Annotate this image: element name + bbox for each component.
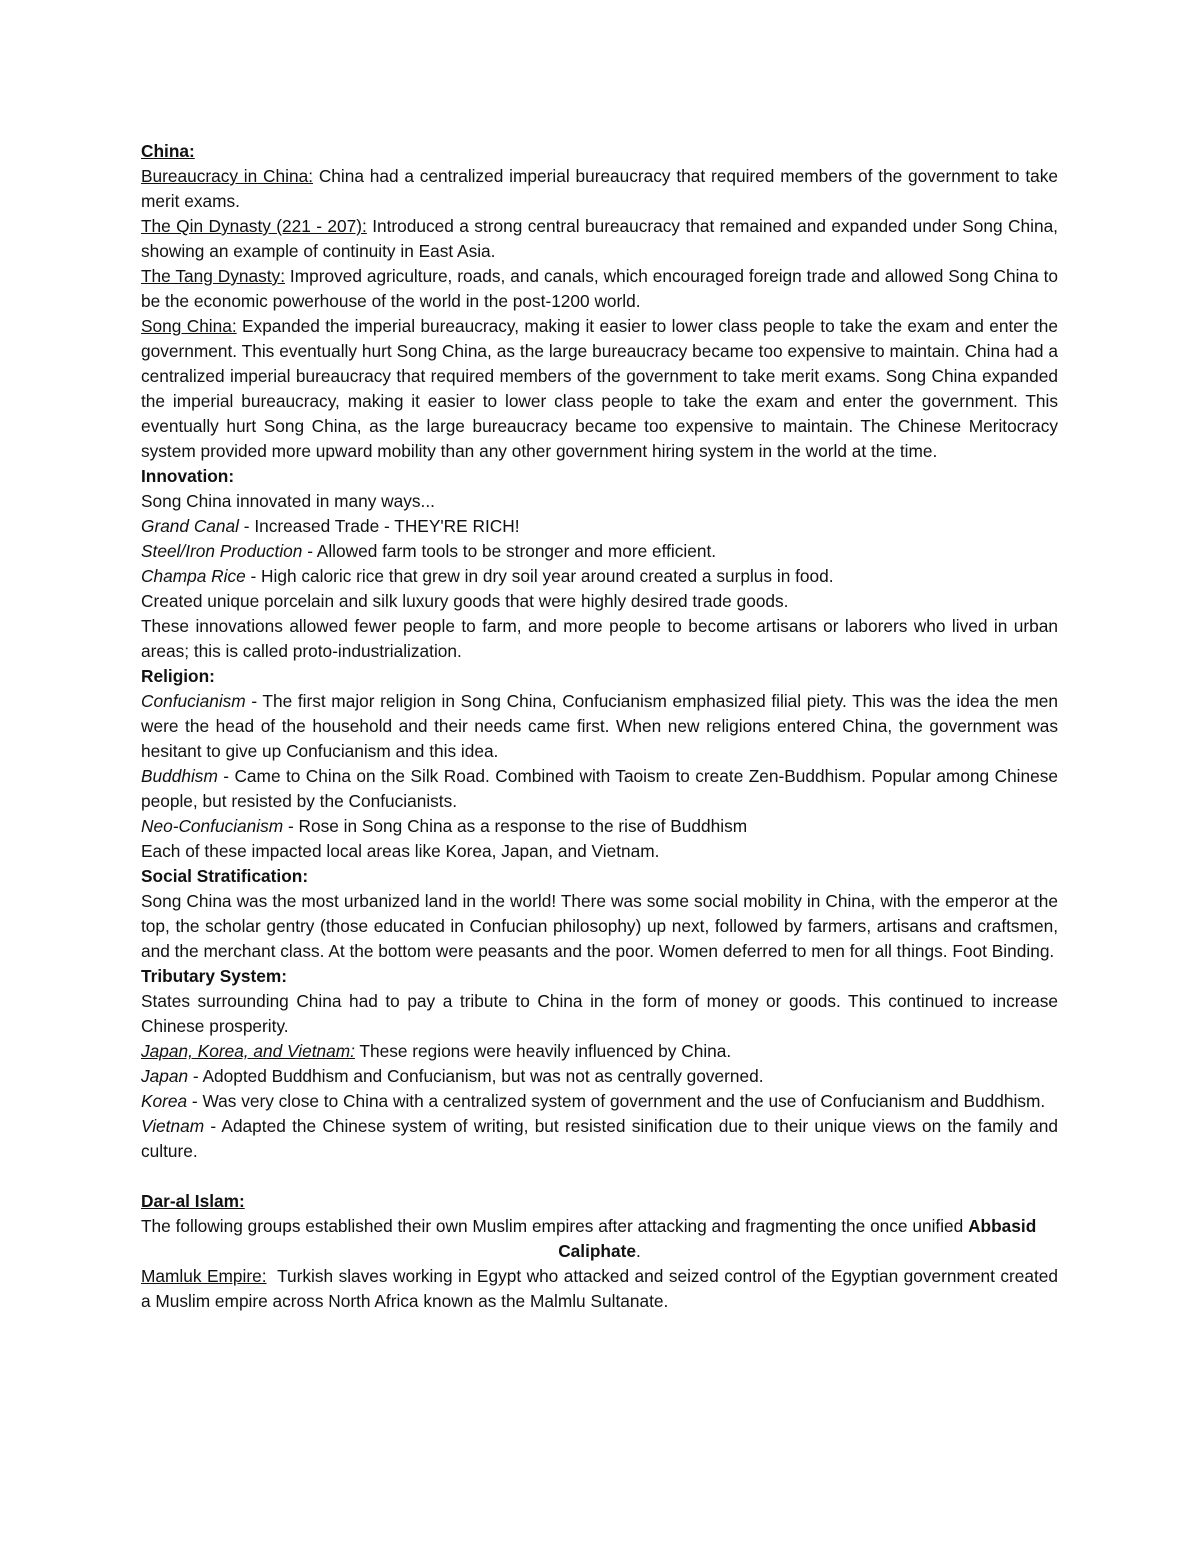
champa-term: Champa Rice (141, 566, 246, 586)
grand-canal-text: - Increased Trade - THEY'RE RICH! (238, 516, 520, 536)
qin-paragraph (141, 214, 1058, 264)
song-text: Expanded the imperial bureaucracy, making it easier to lower class people to take the exam and enter the government. This eventually hurt Song China, as the large bureaucracy became too expensive to maintain. China had a centralized imperial bureaucracy that required members of the government to take merit exams. Song China expanded the imperial bureaucracy, making it easier to lower class people to take the exam and enter the government. This eventually hurt Song China, as the large bureaucracy became too expensive to maintain. The Chinese Meritocracy system provided more upward mobility than any other government hiring system in the world at the time. (141, 316, 1058, 461)
tang-text: Improved agriculture, roads, and canals, which encouraged foreign trade and allowed Song China to be the economic powerhouse of the world in the post-1200 world. (141, 266, 1058, 311)
bureaucracy-label: Bureaucracy in China: (141, 166, 314, 186)
tang-paragraph (141, 264, 1058, 314)
buddhism-paragraph (141, 764, 1058, 814)
religion-heading (141, 664, 1058, 689)
innovation-heading-text: Innovation: (141, 466, 235, 486)
china-heading-text: China: (141, 141, 195, 161)
song-paragraph (141, 314, 1058, 464)
bureaucracy-text: China had a centralized imperial bureaucracy that required members of the government to take merit exams. (141, 166, 1058, 211)
social-heading-text: Social Stratification: (141, 866, 309, 886)
tributary-paragraph: States surrounding China had to pay a tribute to China in the form of money or goods. This continued to increase Chinese prosperity. (141, 991, 1058, 1036)
abbasid-term: Abbasid (968, 1216, 1037, 1236)
tang-label: The Tang Dynasty: (141, 266, 285, 286)
steel-term: Steel/Iron Production (141, 541, 303, 561)
tributary-heading (141, 964, 1058, 989)
vietnam-term: Vietnam (141, 1116, 205, 1136)
japan-text: - Adopted Buddhism and Confucianism, but was not as centrally governed. (188, 1066, 764, 1086)
islam-heading-text: Dar-al Islam: (141, 1191, 245, 1211)
caliphate-period: . (635, 1241, 641, 1261)
caliphate-term: Caliphate (558, 1241, 636, 1261)
vietnam-paragraph (141, 1114, 1058, 1164)
porcelain-line: Created unique porcelain and silk luxury goods that were highly desired trade goods. (141, 591, 789, 611)
korea-paragraph (141, 1089, 1058, 1114)
islam-intro-line (141, 1214, 1058, 1239)
confucianism-paragraph (141, 689, 1058, 764)
champa-line (141, 564, 1058, 589)
religion-impact: Each of these impacted local areas like Korea, Japan, and Vietnam. (141, 841, 660, 861)
caliphate-line (141, 1239, 1058, 1264)
regions-label: Japan, Korea, and Vietnam: (141, 1041, 355, 1061)
section-spacer (141, 1164, 1058, 1189)
mamluk-text: Turkish slaves working in Egypt who attacked and seized control of the Egyptian government created a Muslim empire across North Africa known as the Malmlu Sultanate. (141, 1266, 1063, 1311)
vietnam-text: - Adapted the Chinese system of writing, but resisted sinification due to their unique views on the family and culture. (141, 1116, 1058, 1161)
confucianism-term: Confucianism (141, 691, 246, 711)
china-heading (141, 139, 1058, 164)
neo-confucianism-term: Neo-Confucianism (141, 816, 284, 836)
japan-term: Japan (141, 1066, 189, 1086)
innovation-summary: These innovations allowed fewer people to farm, and more people to become artisans or laborers who lived in urban areas; this is called proto-industrialization. (141, 616, 1058, 661)
grand-canal-term: Grand Canal (141, 516, 239, 536)
qin-label: The Qin Dynasty (221 - 207): (141, 216, 367, 236)
neo-confucianism-line (141, 814, 1058, 839)
mamluk-paragraph (141, 1264, 1063, 1314)
islam-heading (141, 1189, 1058, 1214)
korea-term: Korea (141, 1091, 188, 1111)
innovation-heading (141, 464, 1058, 489)
innovation-intro: Song China innovated in many ways... (141, 491, 435, 511)
champa-text: - High caloric rice that grew in dry soil year around created a surplus in food. (245, 566, 834, 586)
neo-confucianism-text: - Rose in Song China as a response to the rise of Buddhism (283, 816, 748, 836)
buddhism-term: Buddhism (141, 766, 218, 786)
regions-text: These regions were heavily influenced by China. (354, 1041, 732, 1061)
korea-text: - Was very close to China with a centralized system of government and the use of Confucianism and Buddhism. (187, 1091, 1046, 1111)
regions-line (141, 1039, 1058, 1064)
bureaucracy-paragraph (141, 164, 1058, 214)
document-page (141, 139, 1063, 1314)
islam-intro-text: The following groups established their own Muslim empires after attacking and fragmenting the once unified (141, 1216, 969, 1236)
grand-canal-line (141, 514, 1058, 539)
steel-line (141, 539, 1058, 564)
japan-line (141, 1064, 1058, 1089)
social-paragraph: Song China was the most urbanized land in the world! There was some social mobility in China, with the emperor at the top, the scholar gentry (those educated in Confucian philosophy) up next, followed by farmers, artisans and craftsmen, and the merchant class. At the bottom were peasants and the poor. Women deferred to men for all things. Foot Binding. (141, 891, 1058, 961)
steel-text: - Allowed farm tools to be stronger and more efficient. (302, 541, 717, 561)
social-heading (141, 864, 1058, 889)
qin-text: Introduced a strong central bureaucracy that remained and expanded under Song China, showing an example of continuity in East Asia. (141, 216, 1058, 261)
confucianism-text: - The first major religion in Song China, Confucianism emphasized filial piety. This was the idea the men were the head of the household and their needs came first. When new religions entered China, the government was hesitant to give up Confucianism and this idea. (141, 691, 1058, 761)
tributary-heading-text: Tributary System: (141, 966, 287, 986)
song-label: Song China: (141, 316, 237, 336)
buddhism-text: - Came to China on the Silk Road. Combined with Taoism to create Zen-Buddhism. Popular among Chinese people, but resisted by the Confucianists. (141, 766, 1058, 811)
mamluk-label: Mamluk Empire: (141, 1266, 267, 1286)
religion-heading-text: Religion: (141, 666, 215, 686)
